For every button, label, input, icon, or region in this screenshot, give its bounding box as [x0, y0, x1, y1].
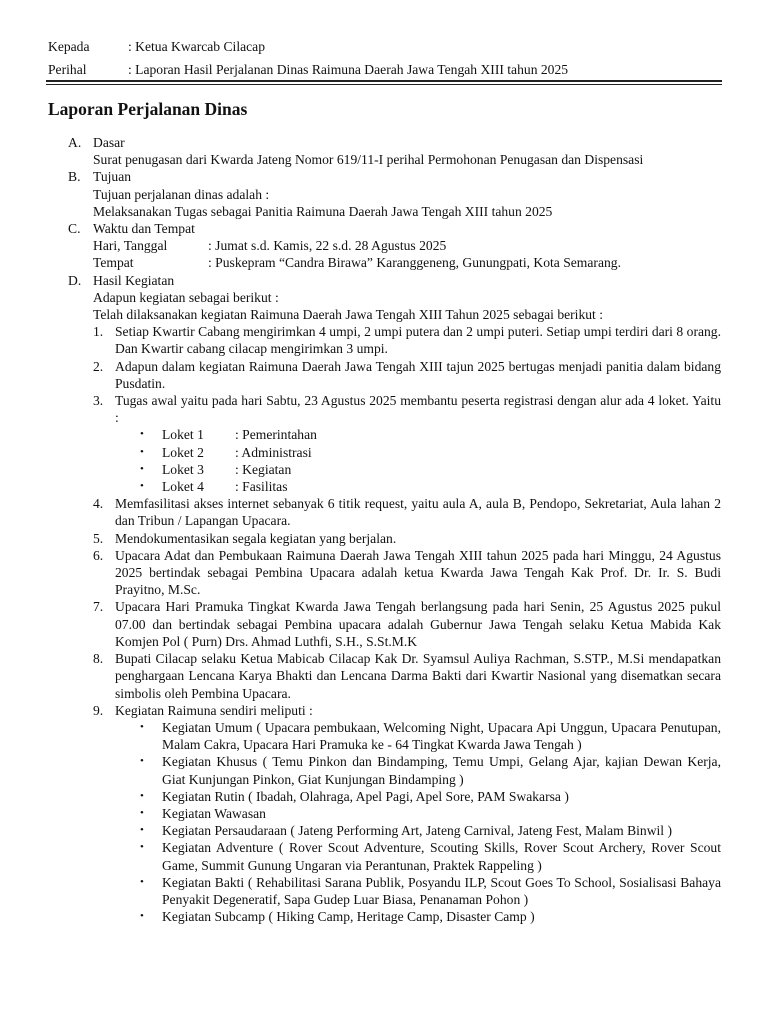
kegiatan-text: Kegiatan Adventure ( Rover Scout Adventure, Scouting Skills, Rover Scout Archery, Rover Scout Game, Summit Gunung Ungaran via Perantunan, Praktek Rappeling ) — [162, 840, 721, 873]
loket-item — [68, 426, 721, 443]
item-number: 8. — [93, 651, 104, 667]
perihal-value: : Laporan Hasil Perjalanan Dinas Raimuna Daerah Jawa Tengah XIII tahun 2025 — [128, 62, 569, 77]
loket-name: Loket 2 — [162, 444, 204, 460]
section-a-text: Surat penugasan dari Kwarda Jateng Nomor 619/11-I perihal Permohonan Penugasan dan Dispensasi — [93, 152, 644, 168]
list-item — [68, 392, 721, 426]
item-text: Tugas awal yaitu pada hari Sabtu, 23 Agustus 2025 membantu peserta registrasi dengan alur ada 4 loket. Yaitu : — [115, 393, 721, 426]
list-item — [68, 547, 721, 599]
kegiatan-text: Kegiatan Khusus ( Temu Pinkon dan Bindamping, Temu Umpi, Gelang Ajar, kajian Dewan Kerja, Giat Kunjungan Pinkon, Giat Kunjungan Bindamping ) — [162, 754, 721, 787]
section-marker: B. — [68, 169, 81, 185]
kegiatan-text: Kegiatan Wawasan — [162, 805, 266, 821]
report-body — [68, 134, 721, 925]
section-heading: Waktu dan Tempat — [93, 221, 195, 237]
bullet-icon: • — [140, 875, 144, 888]
kegiatan-item — [68, 719, 721, 753]
kegiatan-item — [68, 908, 721, 925]
tempat-label: Tempat — [93, 255, 134, 271]
item-text: Setiap Kwartir Cabang mengirimkan 4 umpi, 2 umpi putera dan 2 umpi puteri. Setiap umpi terdiri dari 8 orang. Dan Kwartir cabang cilacap mengirimkan 3 umpi. — [115, 324, 721, 357]
kepada-value: : Ketua Kwarcab Cilacap — [128, 39, 266, 54]
loket-value: : Fasilitas — [235, 479, 288, 495]
kegiatan-text: Kegiatan Bakti ( Rehabilitasi Sarana Publik, Posyandu ILP, Scout Goes To School, Sosialisasi Bahaya Penyakit Degeneratif, Sapa Gudep Luar Biasa, Penanaman Pohon ) — [162, 874, 721, 907]
kegiatan-item — [68, 788, 721, 805]
list-item — [68, 530, 721, 547]
kegiatan-item — [68, 753, 721, 787]
section-d-intro1: Adapun kegiatan sebagai berikut : — [93, 289, 279, 305]
section-heading: Tujuan — [93, 169, 132, 185]
section-marker: D. — [68, 272, 82, 288]
bullet-icon: • — [140, 824, 144, 837]
section-c — [68, 220, 721, 237]
item-number: 4. — [93, 496, 104, 512]
bullet-icon: • — [140, 480, 144, 493]
item-number: 1. — [93, 324, 104, 340]
section-marker: C. — [68, 221, 81, 237]
item-number: 3. — [93, 393, 104, 409]
item-number: 5. — [93, 530, 104, 546]
hari-tanggal-label: Hari, Tanggal — [93, 238, 168, 254]
perihal-label: Perihal — [48, 62, 87, 77]
item-text: Kegiatan Raimuna sendiri meliputi : — [115, 702, 313, 718]
item-number: 7. — [93, 599, 104, 615]
kegiatan-item — [68, 874, 721, 908]
kegiatan-text: Kegiatan Persaudaraan ( Jateng Performing Art, Jateng Carnival, Jateng Fest, Malam Binwil ) — [162, 823, 673, 839]
kegiatan-text: Kegiatan Subcamp ( Hiking Camp, Heritage Camp, Disaster Camp ) — [162, 909, 535, 925]
bullet-icon: • — [140, 910, 144, 923]
bullet-icon: • — [140, 841, 144, 854]
bullet-icon: • — [140, 806, 144, 819]
list-item — [68, 598, 721, 650]
bullet-icon: • — [140, 755, 144, 768]
tempat-row — [68, 254, 721, 271]
kegiatan-item — [68, 805, 721, 822]
hari-tanggal-row — [68, 237, 721, 254]
section-d — [68, 272, 721, 289]
item-text: Mendokumentasikan segala kegiatan yang berjalan. — [115, 530, 397, 546]
item-number: 2. — [93, 358, 104, 374]
loket-item — [68, 478, 721, 495]
list-item — [68, 358, 721, 392]
kepada-label: Kepada — [48, 39, 90, 54]
item-text: Memfasilitasi akses internet sebanyak 6 titik request, yaitu aula A, aula B, Pendopo, Sekretariat, Aula lahan 2 dan Tribun / Lapangan Upacara. — [115, 496, 721, 529]
kepada-row — [48, 38, 265, 55]
section-marker: A. — [68, 135, 82, 150]
header-divider-thin — [46, 84, 722, 85]
loket-item — [68, 461, 721, 478]
list-item — [68, 650, 721, 702]
section-b — [68, 168, 721, 185]
tempat-value: : Puskepram “Candra Birawa” Karanggeneng, Gunungpati, Kota Semarang. — [208, 255, 621, 271]
bullet-icon: • — [140, 462, 144, 475]
bullet-icon: • — [140, 428, 144, 441]
list-item — [68, 495, 721, 529]
item-text: Upacara Hari Pramuka Tingkat Kwarda Jawa Tengah berlangsung pada hari Senin, 25 Agustus 2025 pukul 07.00 dan bertindak sebagai Pembina upacara adalah Gubernur Jawa Tengah selaku Ketua Mabida Kak Komjen Pol ( Purn) Drs. Ahmad Luthfi, S.H., S.St.M.K — [115, 599, 721, 649]
page-title: Laporan Perjalanan Dinas — [48, 99, 248, 119]
loket-name: Loket 4 — [162, 479, 204, 495]
section-heading: Hasil Kegiatan — [93, 272, 175, 288]
section-d-intro2: Telah dilaksanakan kegiatan Raimuna Daerah Jawa Tengah XIII Tahun 2025 sebagai berikut : — [93, 307, 604, 323]
loket-name: Loket 3 — [162, 461, 204, 477]
item-number: 6. — [93, 547, 104, 563]
kegiatan-text: Kegiatan Umum ( Upacara pembukaan, Welcoming Night, Upacara Api Unggun, Upacara Penutupan, Malam Cakra, Upacara Hari Pramuka ke - 64 Tingkat Kwarda Jawa Tengah ) — [162, 719, 721, 753]
kegiatan-item — [68, 822, 721, 839]
kegiatan-item — [68, 839, 721, 873]
loket-item — [68, 444, 721, 461]
hari-tanggal-value: : Jumat s.d. Kamis, 22 s.d. 28 Agustus 2025 — [208, 238, 447, 254]
kegiatan-text: Kegiatan Rutin ( Ibadah, Olahraga, Apel Pagi, Apel Sore, PAM Swakarsa ) — [162, 788, 569, 804]
loket-value: : Administrasi — [235, 444, 312, 460]
header-divider — [46, 80, 722, 82]
item-text: Adapun dalam kegiatan Raimuna Daerah Jawa Tengah XIII tajun 2025 bertugas menjadi panitia dalam bidang Pusdatin. — [115, 358, 721, 391]
bullet-icon: • — [140, 789, 144, 802]
list-item — [68, 702, 721, 719]
item-text: Bupati Cilacap selaku Ketua Mabicab Cilacap Kak Dr. Syamsul Auliya Rachman, S.STP., M.Si mendapatkan penghargaan Lencana Karya Bhakti dan Lencana Darma Bakti dari Kwartir Nasional yang disematkan secara simbolis oleh Pembina Upacara. — [115, 651, 721, 701]
perihal-row — [48, 61, 568, 78]
loket-value: : Kegiatan — [235, 461, 292, 477]
loket-value: : Pemerintahan — [235, 427, 317, 443]
section-b-line1: Tujuan perjalanan dinas adalah : — [93, 186, 270, 202]
section-b-line2: Melaksanakan Tugas sebagai Panitia Raimuna Daerah Jawa Tengah XIII tahun 2025 — [93, 203, 553, 219]
item-text: Upacara Adat dan Pembukaan Raimuna Daerah Jawa Tengah XIII tahun 2025 pada hari Minggu, 24 Agustus 2025 bertindak sebagai Pembina Upacara adalah ketua Kwarda Jawa Tengah Kak Prof. Dr. Ir. S. Budi Prayitno, M.Sc. — [115, 547, 721, 598]
bullet-icon: • — [140, 720, 144, 733]
item-number: 9. — [93, 702, 104, 718]
loket-name: Loket 1 — [162, 427, 204, 443]
bullet-icon: • — [140, 445, 144, 458]
section-heading: Dasar — [93, 135, 125, 150]
section-a — [68, 134, 721, 151]
list-item — [68, 323, 721, 357]
